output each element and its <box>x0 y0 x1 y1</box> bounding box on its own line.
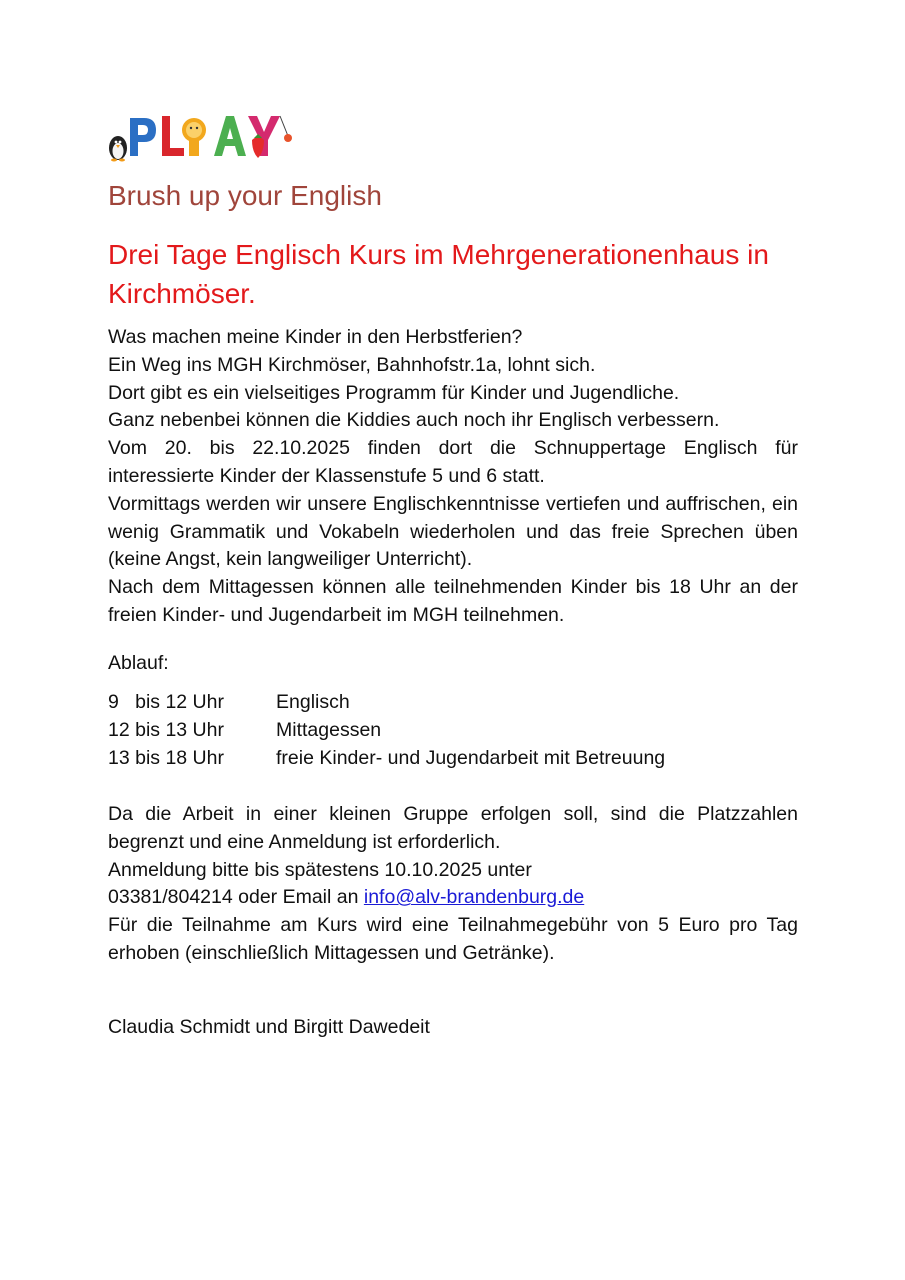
subtitle: Brush up your English <box>108 180 382 211</box>
intro-paragraph: Nach dem Mittagessen können alle teilnehmenden Kinder bis 18 Uhr an der freien Kinder- und Jugendarbeit im MGH teilnehmen. <box>108 576 798 626</box>
intro-line: Dort gibt es ein vielseitiges Programm für Kinder und Jugendliche. <box>108 381 680 404</box>
contact-line <box>108 884 798 912</box>
schedule-row <box>108 689 665 717</box>
registration-notes <box>108 801 798 968</box>
intro-line: Ein Weg ins MGH Kirchmöser, Bahnhofstr.1a, lohnt sich. <box>108 353 596 376</box>
headline: Drei Tage Englisch Kurs im Mehrgenerationenhaus in Kirchmöser. <box>108 239 769 309</box>
play-logo-icon <box>106 106 306 166</box>
play-logo <box>106 106 306 166</box>
notes-line: Anmeldung bitte bis spätestens 10.10.2025 unter <box>108 858 532 881</box>
signature: Claudia Schmidt und Birgitt Dawedeit <box>108 1016 430 1038</box>
schedule-label: Ablauf: <box>108 652 169 674</box>
schedule-time: 12 bis 13 Uhr <box>108 718 224 741</box>
schedule-table <box>108 689 665 772</box>
notes-paragraph: Für die Teilnahme am Kurs wird eine Teilnahmegebühr von 5 Euro pro Tag erhoben (einschließlich Mittagessen und Getränke). <box>108 914 798 964</box>
schedule-activity: freie Kinder- und Jugendarbeit mit Betreuung <box>276 746 666 769</box>
schedule-activity: Mittagessen <box>276 718 382 741</box>
schedule-activity: Englisch <box>276 691 350 713</box>
intro-paragraph: Vom 20. bis 22.10.2025 finden dort die Schnuppertage Englisch für interessierte Kinder der Klassenstufe 5 und 6 statt. <box>108 437 798 487</box>
intro-line: Ganz nebenbei können die Kiddies auch noch ihr Englisch verbessern. <box>108 409 720 432</box>
schedule-time: 9 bis 12 Uhr <box>108 691 224 713</box>
schedule-time: 13 bis 18 Uhr <box>108 746 224 769</box>
email-link[interactable]: info@alv-brandenburg.de <box>363 886 585 909</box>
schedule-row <box>108 745 665 773</box>
intro-line: Was machen meine Kinder in den Herbstferien? <box>108 326 523 348</box>
intro-text <box>108 324 798 630</box>
schedule-row <box>108 717 665 745</box>
phone-text: 03381/804214 oder Email an <box>108 886 364 909</box>
notes-paragraph: Da die Arbeit in einer kleinen Gruppe erfolgen soll, sind die Platzzahlen begrenzt und eine Anmeldung ist erforderlich. <box>108 803 798 853</box>
intro-paragraph: Vormittags werden wir unsere Englischkenntnisse vertiefen und auffrischen, ein wenig Grammatik und Vokabeln wiederholen und das freie Sprechen üben (keine Angst, kein langweiliger Unterricht). <box>108 492 798 571</box>
